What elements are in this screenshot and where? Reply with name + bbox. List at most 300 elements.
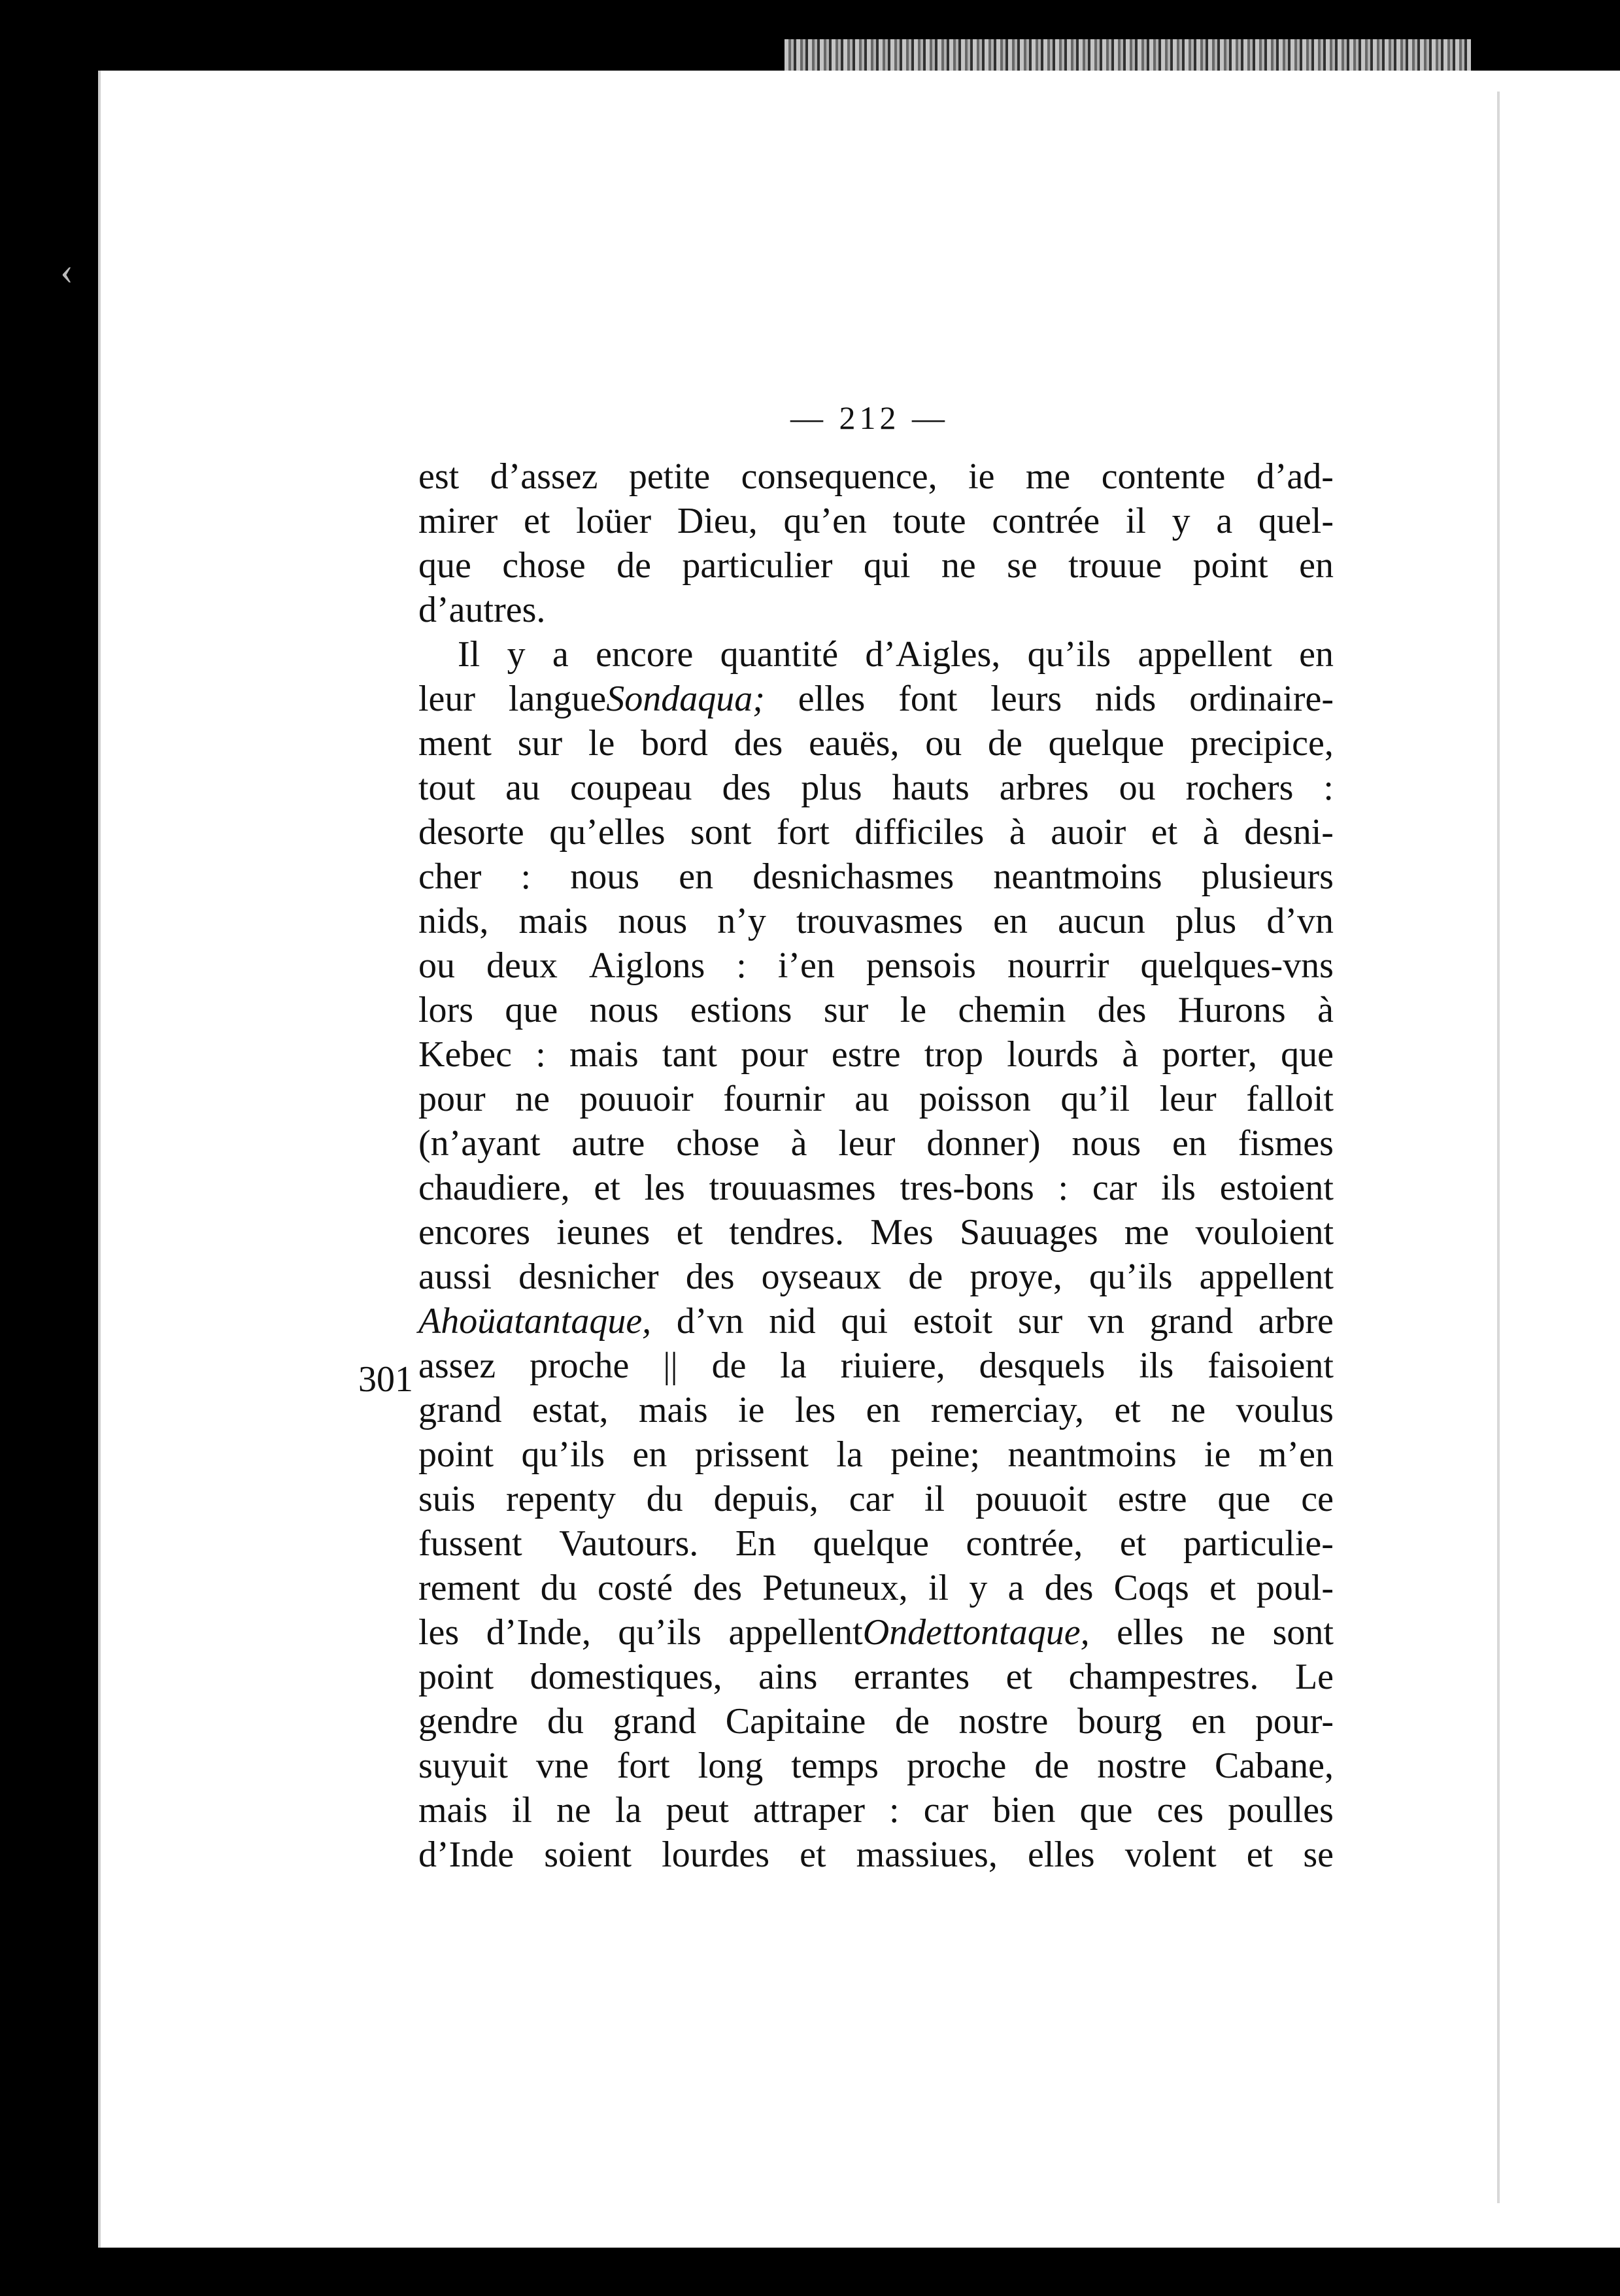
word: Dieu, [677,501,758,541]
word: au [854,1079,890,1119]
word: se [1303,1834,1334,1875]
word: quelque [1048,723,1164,764]
text-line [418,988,1334,1032]
word: precipice, [1190,723,1334,764]
word: car [1092,1168,1138,1208]
word: tres-bons [900,1168,1034,1208]
word: ment [418,723,492,764]
text-line [418,766,1334,810]
word: à [1009,812,1026,853]
word: champestres. [1068,1657,1259,1697]
word: nous [589,990,659,1030]
text-line [418,1521,1334,1566]
word: trop [924,1034,984,1075]
word: ou [925,723,962,764]
word: En [735,1523,777,1564]
word: appellent [1138,634,1272,675]
word: domestiques, [530,1657,722,1697]
word: qu’en [783,501,867,541]
word: depuis, [713,1479,818,1519]
word: ou [418,945,455,986]
word: la [836,1434,863,1475]
word: repenty [506,1479,616,1519]
word: grand [418,1390,502,1430]
word: ne [515,1079,550,1119]
word: que [1217,1479,1271,1519]
word: du [540,1568,577,1608]
word: qu’ils [521,1434,605,1475]
word: errantes [853,1657,970,1697]
word: point [418,1657,494,1697]
word: et [594,1168,620,1208]
text-line [418,454,1334,499]
word: la [615,1790,642,1831]
word: : [535,1034,546,1075]
word: en [1299,545,1334,586]
word: en [1299,634,1334,675]
word: les [794,1390,836,1430]
text-line [418,899,1334,943]
text-line [418,1077,1334,1121]
word: peut [666,1790,729,1831]
word: à [1122,1034,1139,1075]
word: temps [791,1746,879,1786]
word: estoient [1219,1168,1334,1208]
word: d’Inde [418,1834,515,1875]
word: chemin [958,990,1066,1030]
word: encore [596,634,694,675]
word: bien [992,1790,1056,1831]
word: nostre [1097,1746,1187,1786]
word: pouuoir [579,1079,694,1119]
word: mais [638,1390,708,1430]
word: pour- [1255,1701,1334,1742]
word: pensois [866,945,976,986]
word: vouloient [1195,1212,1334,1253]
text-line [418,1343,1334,1388]
word: vne [535,1746,589,1786]
word: aucun [1058,901,1145,941]
word: hauts [892,768,970,808]
word: porter, [1162,1034,1257,1075]
word: pouuoit [975,1479,1088,1519]
word: ces [1156,1790,1204,1831]
word: mais [518,901,588,941]
text-line [418,588,1334,632]
word: Il [458,634,481,675]
word: Aiglons [588,945,705,986]
word: ne [941,545,976,586]
word: ie [1204,1434,1231,1475]
word: y [507,634,526,675]
word: des [722,768,771,808]
text-line [418,1299,1334,1343]
word: proye, [970,1257,1062,1297]
word: sont [690,812,752,853]
word: estre [1117,1479,1187,1519]
word: qu’ils [618,1612,701,1653]
text-line [418,854,1334,899]
word: chose [676,1123,760,1164]
word: Vautours. [559,1523,699,1564]
word: il [511,1790,532,1831]
text-line [418,499,1334,543]
word: quantité [720,634,839,675]
word: estre [831,1034,901,1075]
word: Petuneux, [762,1568,908,1608]
word: riuiere, [840,1345,945,1386]
word: rochers [1185,768,1294,808]
word: desquels [979,1345,1105,1386]
word: point [1192,545,1268,586]
word: elles [1117,1612,1184,1653]
word: encores [418,1212,531,1253]
word: bourg [1077,1701,1162,1742]
word: du [646,1479,683,1519]
word: petite [628,456,711,497]
word: trouuasmes [709,1168,876,1208]
word: sur [517,723,563,764]
word: que [1281,1034,1334,1075]
word: lourdes [662,1834,769,1875]
text-line [418,1610,1334,1655]
word: falloit [1246,1079,1334,1119]
word: ils [1161,1168,1196,1208]
word: estat, [532,1390,609,1430]
word: particulier [682,545,833,586]
word: poisson [919,1079,1031,1119]
word: et [676,1212,703,1253]
word: au [505,768,540,808]
word: fismes [1238,1123,1334,1164]
word: des [1097,990,1147,1030]
word: sur [1017,1301,1063,1342]
word: leurs [990,679,1062,719]
word: de [711,1345,747,1386]
word: quel- [1258,501,1334,541]
word: qu’il [1060,1079,1130,1119]
word: consequence, [741,456,937,497]
word: ou [1119,768,1156,808]
word: que [1079,1790,1133,1831]
word: chaudiere, [418,1168,570,1208]
page-number: — 212 — [790,399,949,436]
word: plus [1175,901,1237,941]
text-line [418,1699,1334,1744]
word: : [889,1790,900,1831]
word: qu’ils [1027,634,1111,675]
page-edge [1497,92,1500,2203]
word: en [1172,1123,1207,1164]
word: ne [556,1790,591,1831]
word: a [552,634,569,675]
word: ne [1211,1612,1246,1653]
word: me [1124,1212,1170,1253]
word: a [1007,1568,1024,1608]
word: tendres. [729,1212,845,1253]
word: rement [418,1568,520,1608]
word: ils [1139,1345,1174,1386]
word: des [734,723,783,764]
word: nids [1095,679,1156,719]
word: Mes [870,1212,934,1253]
word: les [644,1168,685,1208]
word: estoit [913,1301,993,1342]
word: m’en [1258,1434,1334,1475]
text-line [418,1566,1334,1610]
word: grand [1149,1301,1234,1342]
word: d’Aigles, [865,634,1001,675]
word: cher [418,856,482,897]
word: me [1025,456,1071,497]
word: nostre [958,1701,1049,1742]
word: mais [569,1034,639,1075]
word: toute [892,501,966,541]
body-text [418,454,1334,1877]
word: prissent [694,1434,809,1475]
word: assez [418,1345,496,1386]
word: || [663,1345,678,1386]
word: estions [690,990,792,1030]
word: auoir [1051,812,1126,853]
text-line [418,1477,1334,1521]
word: Kebec [418,1034,513,1075]
text-line [418,1788,1334,1832]
word: en [679,856,714,897]
word: car [849,1479,894,1519]
word: ieunes [556,1212,650,1253]
word: chose [502,545,586,586]
word: Sauuages [960,1212,1098,1253]
word: de [908,1257,943,1297]
word: fort [776,812,830,853]
word: poulles [1228,1790,1334,1831]
word: peine; [890,1434,981,1475]
word: et [1114,1390,1141,1430]
word: sur [823,990,869,1030]
word: nourrir [1007,945,1109,986]
word: ordinaire- [1189,679,1334,719]
word: : [520,856,532,897]
word: suyuit [418,1746,508,1786]
word: qui [841,1301,888,1342]
word: aussi [418,1257,492,1297]
word: point [418,1434,494,1475]
word: : [736,945,747,986]
word: mirer [418,501,498,541]
word: y [1172,501,1190,541]
word: et [1119,1523,1147,1564]
text-line [418,1032,1334,1077]
word: Coqs [1113,1568,1189,1608]
word: contente [1101,456,1226,497]
word: desnichasmes [752,856,954,897]
word: coupeau [569,768,692,808]
word: pour [418,1079,486,1119]
word: nous [570,856,640,897]
word: grand [613,1701,697,1742]
word: remerciay, [930,1390,1085,1430]
word: proche [530,1345,630,1386]
word: des [693,1568,742,1608]
word: et [1246,1834,1274,1875]
word: quelques-vns [1140,945,1334,986]
word: donner) [926,1123,1041,1164]
text-line [418,943,1334,988]
word: tant [662,1034,717,1075]
word: ne [1171,1390,1206,1430]
word: quelque [813,1523,929,1564]
word: le [588,723,615,764]
word: qui [863,545,911,586]
word: faisoient [1207,1345,1334,1386]
word: nid [769,1301,816,1342]
word: eauës, [809,723,900,764]
word: arbre [1258,1301,1334,1342]
word: appellentOndettontaque, [728,1612,1090,1653]
word: vn [1087,1301,1124,1342]
word: neantmoins [993,856,1162,897]
word: ie [738,1390,765,1430]
word: elles [1027,1834,1095,1875]
word: appellent [1199,1257,1334,1297]
text-line [418,1166,1334,1210]
word: fussent [418,1523,522,1564]
word: n’y [717,901,766,941]
word: Ahoüatantaque, [418,1301,652,1342]
word: langueSondaqua; [508,679,765,719]
word: de [895,1701,930,1742]
word: nids, [418,901,489,941]
word: desni- [1244,812,1334,853]
text-line [418,632,1334,677]
word: d’assez [490,456,598,497]
word: desnicher [518,1257,659,1297]
word: plus [801,768,862,808]
word: attraper [752,1790,865,1831]
word: volent [1124,1834,1217,1875]
word: suis [418,1479,476,1519]
word: : [1058,1168,1069,1208]
word: autre [571,1123,645,1164]
text-line [418,1432,1334,1477]
word: elles [798,679,866,719]
word: et [1151,812,1178,853]
text-line [418,1121,1334,1166]
word: en [632,1434,667,1475]
word: fort [616,1746,670,1786]
word: il [928,1568,949,1608]
word: les [418,1612,460,1653]
word: neantmoins [1007,1434,1177,1475]
word: et [1209,1568,1236,1608]
word: et [800,1834,826,1875]
word: bord [641,723,708,764]
word: y [969,1568,988,1608]
word: long [698,1746,764,1786]
word: car [923,1790,969,1831]
word: sont [1272,1612,1334,1653]
word: proche [906,1746,1007,1786]
word: nous [618,901,688,941]
word: desorte [418,812,524,853]
word: est [418,456,460,497]
word: en [993,901,1028,941]
word: gendre [418,1701,518,1742]
word: de [616,545,652,586]
text-line [418,1655,1334,1699]
word: nous [1072,1123,1141,1164]
word: qu’elles [549,812,666,853]
text-line [418,1744,1334,1788]
word: plusieurs [1201,856,1334,897]
word: des [685,1257,735,1297]
word: le [900,990,927,1030]
word: Capitaine [725,1701,866,1742]
word: pour [741,1034,808,1075]
word: lourds [1007,1034,1099,1075]
word: ie [968,456,995,497]
word: de [1034,1746,1070,1786]
word: et [523,501,550,541]
word: Cabane, [1215,1746,1334,1786]
word: que [505,990,558,1030]
word: du [547,1701,584,1742]
word: des [1044,1568,1094,1608]
word: massiues, [856,1834,998,1875]
word: Hurons [1177,990,1286,1030]
word: contrée, [966,1523,1083,1564]
text-line [418,543,1334,588]
word: soient [544,1834,632,1875]
word: trouue [1068,545,1162,586]
text-line [418,1832,1334,1877]
text-line [418,677,1334,721]
word: d’ad- [1256,456,1334,497]
word: a [1216,501,1233,541]
word: costé [598,1568,673,1608]
word: particulie- [1183,1523,1334,1564]
word: d’Inde, [486,1612,591,1653]
word: tout [418,768,476,808]
word: d’vn [1266,901,1334,941]
word: ce [1301,1479,1334,1519]
word: voulus [1236,1390,1334,1430]
word: (n’ayant [418,1123,541,1164]
word: difficiles [854,812,985,853]
text-line [418,1210,1334,1255]
word: contrée [992,501,1100,541]
text-line [418,810,1334,854]
word: à [1202,812,1219,853]
word: il [1125,501,1146,541]
text-line [418,721,1334,766]
word: d’vn [676,1301,744,1342]
word: lors [418,990,473,1030]
word: : [1323,768,1334,808]
word: Le [1294,1657,1334,1697]
word: poul- [1256,1568,1334,1608]
word: à [790,1123,807,1164]
word: font [898,679,958,719]
text-line [418,1388,1334,1432]
word: la [780,1345,807,1386]
word: leur [1159,1079,1217,1119]
word: i’en [777,945,835,986]
word: deux [486,945,558,986]
word: mais [418,1790,488,1831]
word: d’autres. [418,590,546,630]
